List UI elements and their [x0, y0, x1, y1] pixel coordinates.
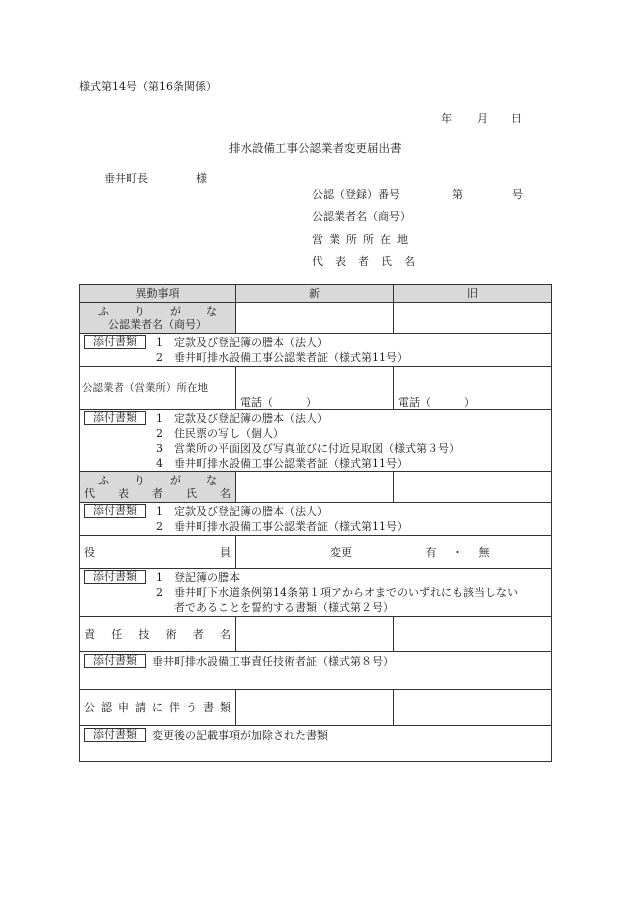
document-title: 排水設備工事公認業者変更届出書	[229, 141, 402, 155]
attach-tag: 添付書類	[84, 411, 146, 425]
date-month-label: 月	[477, 112, 488, 125]
officer-row	[80, 536, 552, 569]
list-item: 4 垂井町排水設備工事公認業者証（様式第11号）	[156, 456, 408, 470]
apply-attach-cell	[80, 726, 552, 762]
honorific: 様	[196, 172, 207, 185]
company-attach-row	[80, 334, 552, 367]
company-attach-cell	[80, 334, 552, 367]
list-item: 1 定款及び登記簿の謄本（法人）	[156, 336, 328, 349]
rep-attach-row	[80, 503, 552, 536]
rep-name-new[interactable]	[236, 472, 394, 503]
address-attach-row	[80, 410, 552, 472]
cert-number-dai: 第	[452, 188, 463, 201]
apply-row	[80, 690, 552, 726]
list-item: 1 定款及び登記簿の謄本（法人）	[156, 411, 328, 425]
tech-new[interactable]	[236, 617, 394, 652]
company-name-label: 公認業者名（商号）	[312, 210, 411, 223]
tech-old[interactable]	[394, 617, 552, 652]
officer-label-cell: 役 員	[80, 536, 236, 569]
tech-attach-row	[80, 652, 552, 690]
officer-separator: ・	[452, 545, 463, 559]
address-row	[80, 367, 552, 410]
company-name-new[interactable]	[236, 303, 394, 334]
col-header-item: 異動事項	[80, 285, 236, 303]
apply-old[interactable]	[394, 690, 552, 726]
rep-furigana: ふ り が な	[98, 474, 217, 487]
list-item: 者であることを誓約する書類（様式第２号）	[174, 601, 394, 614]
company-name-old[interactable]	[394, 303, 552, 334]
company-furigana: ふ り が な	[98, 305, 217, 318]
cert-number-go: 号	[512, 188, 523, 201]
office-address-label: 営業所所在地	[312, 233, 414, 246]
tech-attach-cell	[80, 652, 552, 690]
address-new[interactable]	[236, 367, 394, 410]
rep-attach-cell	[80, 503, 552, 536]
list-item: 2 垂井町排水設備工事公認業者証（様式第11号）	[156, 520, 408, 533]
address-old[interactable]	[394, 367, 552, 410]
representative-label: 代表者氏名	[312, 255, 427, 268]
apply-label-cell	[80, 690, 236, 726]
list-item: 垂井町排水設備工事責任技術者証（様式第８号）	[152, 655, 394, 668]
officer-change-label: 変更	[330, 545, 352, 559]
apply-attach-row	[80, 726, 552, 762]
attach-tag: 添付書類	[84, 728, 146, 742]
list-item: 2 垂井町排水設備工事公認業者証（様式第11号）	[156, 351, 408, 364]
list-item: 2 垂井町下水道条例第14条第１項アからオまでのいずれにも該当しない	[156, 586, 518, 599]
col-header-new: 新	[236, 285, 394, 303]
attach-tag: 添付書類	[84, 335, 146, 349]
tech-label-cell	[80, 617, 236, 652]
col-header-old: 旧	[394, 285, 552, 303]
officer-yes-option[interactable]: 有	[425, 545, 437, 559]
list-item: 3 営業所の平面図及び写真並びに付近見取図（様式第３号）	[156, 441, 460, 455]
officer-change-cell	[236, 536, 552, 569]
attach-tag: 添付書類	[84, 654, 146, 668]
addressee: 垂井町長	[104, 172, 148, 185]
apply-new[interactable]	[236, 690, 394, 726]
apply-row-label: 公 認 申 請 に 伴 う 書 類	[84, 701, 231, 714]
phone-label-new: 電話（ ）	[240, 396, 317, 409]
tech-row-label: 責 任 技 術 者 名	[84, 627, 231, 641]
date-year-label: 年	[441, 112, 452, 125]
rep-name-row	[80, 472, 552, 503]
date-day-label: 日	[511, 112, 522, 125]
address-row-label: 公認業者（営業所）所在地	[80, 367, 236, 410]
rep-name-old[interactable]	[394, 472, 552, 503]
tech-row	[80, 617, 552, 652]
list-item: 1 定款及び登記簿の謄本（法人）	[156, 505, 328, 518]
attach-tag: 添付書類	[84, 570, 146, 584]
list-item: 1 登記簿の謄本	[156, 571, 240, 584]
table-header-row	[80, 285, 552, 303]
officer-no-option[interactable]: 無	[478, 545, 490, 559]
rep-name-row-label: 代 表 者 氏 名	[84, 487, 231, 500]
rep-name-cell	[80, 472, 236, 503]
company-name-row	[80, 303, 552, 334]
attach-tag: 添付書類	[84, 504, 146, 518]
company-name-cell	[80, 303, 236, 334]
cert-number-label: 公認（登録）番号	[312, 188, 400, 201]
list-item: 2 住民票の写し（個人）	[156, 426, 284, 440]
address-attach-cell	[80, 410, 552, 472]
officer-attach-row	[80, 569, 552, 617]
phone-label-old: 電話（ ）	[398, 396, 475, 409]
change-form-table	[79, 284, 552, 762]
list-item: 変更後の記載事項が加除された書類	[152, 729, 328, 742]
form-number: 様式第14号（第16条関係）	[79, 80, 217, 93]
officer-attach-cell	[80, 569, 552, 617]
company-name-row-label: 公認業者名（商号）	[108, 318, 207, 331]
